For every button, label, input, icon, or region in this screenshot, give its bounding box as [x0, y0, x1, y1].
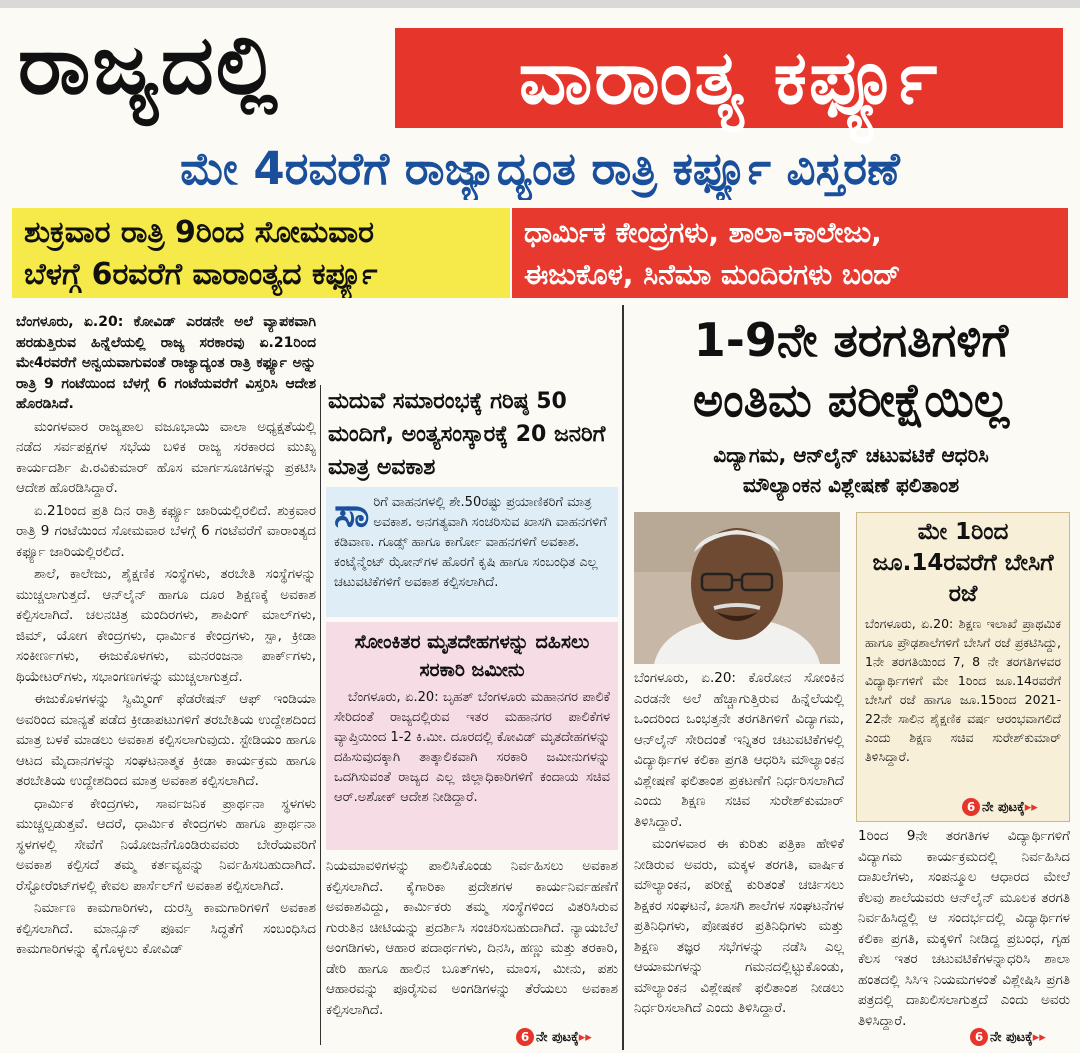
masthead-strip [0, 0, 1080, 8]
column-divider [320, 385, 321, 1045]
lead-paragraph: ಬೆಂಗಳೂರು, ಏ.20: ಕೋವಿಡ್ ಎರಡನೇ ಅಲೆ ವ್ಯಾಪಕವಾಗಿ ಹರಡುತ್ತಿರುವ ಹಿನ್ನೆಲೆಯಲ್ಲಿ ರಾಜ್ಯ ಸರಕಾರವು ಏ.21ರಿಂದ ಮೇ4ರವರೆಗೆ ಅನ್ವಯವಾಗುವಂತೆ ರಾಜ್ಯಾದ್ಯಂತ ರಾತ್ರಿ ಕರ್ಫ್ಯೂ ಅನ್ನು ರಾತ್ರಿ 9 ಗಂಟೆಯಿಂದ ಬೆಳಗ್ಗೆ 6 ಗಂಟೆಯವರೆಗೆ ವಿಸ್ತರಿಸಿ ಆದೇಶ ಹೊರಡಿಸಿದೆ. [16, 314, 316, 412]
headline-part2: ವಾರಾಂತ್ಯ ಕರ್ಫ್ಯೂ [395, 28, 1063, 128]
continued-page-link[interactable] [962, 798, 1038, 816]
paragraph: ಮಂಗಳವಾರ ರಾಜ್ಯಪಾಲ ವಜೂಭಾಯಿ ವಾಲಾ ಅಧ್ಯಕ್ಷತೆಯಲ್ಲಿ ನಡೆದ ಸರ್ವಪಕ್ಷಗಳ ಸಭೆಯ ಬಳಿಕ ರಾಜ್ಯ ಸರಕಾರದ ಮುಖ್ಯ ಕಾರ್ಯದರ್ಶಿ ಪಿ.ರವಿಕುಮಾರ್ ಹೊಸ ಮಾರ್ಗಸೂಚಿಗಳನ್ನು ಪ್ರಕಟಿಸಿ ಆದೇಶ ಹೊರಡಿಸಿದ್ದಾರೆ. [16, 418, 316, 496]
paragraph: ಏ.21ರಿಂದ ಪ್ರತಿ ದಿನ ರಾತ್ರಿ ಕರ್ಫ್ಯೂ ಜಾರಿಯಲ್ಲಿರಲಿದೆ. ಶುಕ್ರವಾರ ರಾತ್ರಿ 9 ಗಂಟೆಯಿಂದ ಸೋಮವಾರ ಬೆಳಗ್ಗೆ 6 ಗಂಟೆವರೆಗೆ ವಾರಾಂತ್ಯದ ಕರ್ಫ್ಯೂ ಜಾರಿಯಲ್ಲಿರಲಿದೆ. [16, 502, 316, 560]
exam-sub-line1: ವಿದ್ಯಾಗಮ, ಆನ್‌ಲೈನ್ ಚಟುವಟಿಕೆ ಆಧರಿಸಿ [713, 443, 989, 467]
paragraph: ನಿರ್ಮಾಣ ಕಾಮಗಾರಿಗಳು, ದುರಸ್ತಿ ಕಾಮಗಾರಿಗಳಿಗೆ ಅವಕಾಶ ಕಲ್ಪಿಸಲಾಗಿದೆ. ಮಾನ್ಸೂನ್ ಪೂರ್ವ ಸಿದ್ಧತೆಗೆ ಸಂಬಂಧಿಸಿದ ಕಾಮಗಾರಿಗಳನ್ನು ಕೈಗೊಳ್ಳಲು ಕೋವಿಡ್ [16, 900, 316, 957]
yellow-highlight-box [12, 208, 510, 298]
paragraph: ಬೆಂಗಳೂರು, ಏ.20: ಕೊರೋನ ಸೋಂಕಿನ ಎರಡನೇ ಅಲೆ ಹೆಚ್ಚಾಗುತ್ತಿರುವ ಹಿನ್ನೆಲೆಯಲ್ಲಿ ಒಂದರಿಂದ ಒಂಭತ್ತನೇ ತರಗತಿಗಳಿಗೆ ವಿದ್ಯಾಗಮ, ಆನ್‌ಲೈನ್ ಸೇರಿದಂತೆ ಇನ್ನಿತರ ಚಟುವಟಿಕೆಗಳಲ್ಲಿ ವಿದ್ಯಾರ್ಥಿಗಳ ಕಲಿಕಾ ಪ್ರಗತಿ ಆಧರಿಸಿ ಮೌಲ್ಯಾಂಕನ ವಿಶ್ಲೇಷಣೆ ಫಲಿತಾಂಶ ಪ್ರಕಟಣೆಗೆ ನಿರ್ಧರಿಸಲಾಗಿದೆ ಎಂದು ಶಿಕ್ಷಣ ಸಚಿವ ಸುರೇಶ್‌ಕುಮಾರ್ ತಿಳಿಸಿದ್ದಾರೆ. [634, 670, 844, 830]
exam-article-column [634, 668, 844, 1048]
cremation-headline: ಸೋಂಕಿತರ ಮೃತದೇಹಗಳನ್ನು ದಹಿಸಲು ಸರಕಾರಿ ಜಮೀನು [354, 631, 590, 681]
yellow-line1: ಶುಕ್ರವಾರ ರಾತ್ರಿ 9ರಿಂದ ಸೋಮವಾರ [24, 215, 374, 250]
article-column-2-continued [326, 856, 618, 1048]
continued-page-link[interactable] [516, 1028, 592, 1046]
exam-subheadline [628, 440, 1074, 500]
paragraph: ಮಂಗಳವಾರ ಈ ಕುರಿತು ಪತ್ರಿಕಾ ಹೇಳಿಕೆ ನೀಡಿರುವ ಅವರು, ಮಕ್ಕಳ ತರಗತಿ, ವಾರ್ಷಿಕ ಮೌಲ್ಯಾಂಕನ, ಪರೀಕ್ಷೆ ಕುರಿತಂತೆ ಚರ್ಚಿಸಲು ಶಿಕ್ಷಕರ ಸಂಘಟನೆ, ಖಾಸಗಿ ಶಾಲೆಗಳ ಸಂಘಟನೆಗಳ ಪ್ರತಿನಿಧಿಗಳು, ಪೋಷಕರ ಪ್ರತಿನಿಧಿಗಳು ಮತ್ತು ಶಿಕ್ಷಣ ತಜ್ಞರ ಸಭೆಗಳನ್ನು ನಡೆಸಿ ಎಲ್ಲ ಆಯಾಮಗಳನ್ನು ಗಮನದಲ್ಲಿಟ್ಟುಕೊಂಡು, ಮೌಲ್ಯಾಂಕನ ವಿಶ್ಲೇಷಣೆ ಫಲಿತಾಂಶ ನೀಡಲು ನಿರ್ಧರಿಸಲಾಗಿದೆ ಎಂದು ತಿಳಿಸಿದ್ದಾರೆ. [634, 836, 844, 1016]
summer-holiday-box [856, 512, 1070, 822]
portrait-illustration [634, 512, 840, 664]
holiday-text: ಬೆಂಗಳೂರು, ಏ.20: ಶಿಕ್ಷಣ ಇಲಾಖೆ ಪ್ರಾಥಮಿಕ ಹಾಗೂ ಪ್ರೌಢಶಾಲೆಗಳಿಗೆ ಬೇಸಿಗೆ ರಜೆ ಪ್ರಕಟಿಸಿದ್ದು, 1ನೇ ತರಗತಿಯಿಂದ 7, 8 ನೇ ತರಗತಿಗಳವರ ವಿದ್ಯಾರ್ಥಿಗಳಿಗೆ ಮೇ 1ರಿಂದ ಜೂ.14ರವರೆಗೆ ಬೇಸಿಗೆ ರಜೆ ಹಾಗೂ ಜೂ.15ರಿಂದ 2021-22ನೇ ಸಾಲಿನ ಶೈಕ್ಷಣಿಕ ವರ್ಷ ಆರಂಭವಾಗಲಿದೆ ಎಂದು ಶಿಕ್ಷಣ ಸಚಿವ ಸುರೇಶ್‌ಕುಮಾರ್ ತಿಳಿಸಿದ್ದಾರೆ. [865, 616, 1061, 764]
double-arrow-icon: ▸▸ [1032, 1030, 1046, 1045]
paragraph: ಶಾಲೆ, ಕಾಲೇಜು, ಶೈಕ್ಷಣಿಕ ಸಂಸ್ಥೆಗಳು, ತರಬೇತಿ ಸಂಸ್ಥೆಗಳನ್ನು ಮುಚ್ಚಲಾಗುತ್ತದೆ. ಆನ್‌ಲೈನ್ ಹಾಗೂ ದೂರ ಶಿಕ್ಷಣಕ್ಕೆ ಅವಕಾಶ ಕಲ್ಪಿಸಲಾಗಿದೆ. ಚಲನಚಿತ್ರ ಮಂದಿರಗಳು, ಶಾಪಿಂಗ್ ಮಾಲ್‌ಗಳು, ಜಿಮ್, ಯೋಗ ಕೇಂದ್ರಗಳು, ಧಾರ್ಮಿಕ ಕೇಂದ್ರಗಳು, ಸ್ಪಾ, ಕ್ರೀಡಾ ಸಂಕೀರ್ಣಗಳು, ಈಜುಕೊಳಗಳು, ಮನರಂಜನಾ ಪಾರ್ಕ್‌ಗಳು, ಥಿಯೇಟರ್‌ಗಳು, ಸಭಾಂಗಣಗಳನ್ನು ಮುಚ್ಚಲಾಗುತ್ತದೆ. [16, 566, 316, 685]
exam-article-continued [858, 826, 1070, 1048]
red-highlight-box [512, 208, 1068, 298]
sub-headline: ಮೇ 4ರವರೆಗೆ ರಾಜ್ಯಾದ್ಯಂತ ರಾತ್ರಿ ಕರ್ಫ್ಯೂ ವಿಸ್ತರಣೆ [180, 142, 900, 195]
page-ref-label: ನೇ ಪುಟಕ್ಕೆ [990, 1030, 1033, 1045]
headline-part1: ರಾಜ್ಯದಲ್ಲಿ [18, 18, 280, 113]
cremation-land-box [326, 622, 618, 850]
section-divider [622, 305, 624, 1050]
paragraph: ನಿಯಮಾವಳಿಗಳನ್ನು ಪಾಲಿಸಿಕೊಂಡು ನಿರ್ವಹಿಸಲು ಅವಕಾಶ ಕಲ್ಪಿಸಲಾಗಿದೆ. ಕೈಗಾರಿಕಾ ಪ್ರದೇಶಗಳ ಕಾರ್ಯನಿರ್ವಹಣೆಗೆ ಅವಕಾಶವಿದ್ದು, ಕಾರ್ಮಿಕರು ತಮ್ಮ ಸಂಸ್ಥೆಗಳಿಂದ ವಿತರಿಸಿರುವ ಗುರುತಿನ ಚೀಟಿಯನ್ನು ಪ್ರದರ್ಶಿಸಿ ಸಂಚರಿಸಬಹುದಾಗಿದೆ. ನ್ಯಾಯಬೆಲೆ ಅಂಗಡಿಗಳು, ಆಹಾರ ಪದಾರ್ಥಗಳು, ದಿನಸಿ, ಹಣ್ಣು ಮತ್ತು ತರಕಾರಿ, ಡೇರಿ ಹಾಗೂ ಹಾಲಿನ ಬೂತ್‌ಗಳು, ಮಾಂಸ, ಮೀನು, ಪಶು ಆಹಾರವನ್ನು ಪೂರೈಸುವ ಅಂಗಡಿಗಳನ್ನು ತೆರೆಯಲು ಅವಕಾಶ ಕಲ್ಪಿಸಲಾಗಿದೆ. [326, 858, 618, 1018]
drop-cap: ಸಾ [334, 490, 370, 536]
paragraph: 1ರಿಂದ 9ನೇ ತರಗತಿಗಳ ವಿದ್ಯಾರ್ಥಿಗಳಿಗೆ ವಿದ್ಯಾಗಮ ಕಾರ್ಯಕ್ರಮದಲ್ಲಿ ನಿರ್ವಹಿಸಿದ ದಾಖಲೆಗಳು, ಸಂಪನ್ಮೂಲ ಆಧಾರದ ಮೇಲೆ ಕೆಲವು ಶಾಲೆಯವರು ಆನ್‌ಲೈನ್ ಮೂಲಕ ತರಗತಿ ನಿರ್ವಹಿಸಿದ್ದಲ್ಲಿ ಆ ಸಂದರ್ಭದಲ್ಲಿ ವಿದ್ಯಾರ್ಥಿಗಳ ಕಲಿಕಾ ಪ್ರಗತಿ, ಮಕ್ಕಳಿಗೆ ನೀಡಿದ್ದ ಪ್ರಬಂಧ, ಗೃಹ ಕೆಲಸ ಇತರ ಚಟುವಟಿಕೆಗಳನ್ನಾಧರಿಸಿ ಶಾಲಾ ಹಂತದಲ್ಲಿ ಸಿಸಿಇ ನಿಯಮಗಳಂತೆ ವಿಶ್ಲೇಷಿಸಿ ಪ್ರಗತಿ ಪತ್ರದಲ್ಲಿ ದಾಖಲಿಸಲಾಗುತ್ತದೆ ಎಂದು ಅವರು ತಿಳಿಸಿದ್ದಾರೆ. [858, 828, 1070, 1029]
continued-page-link[interactable] [970, 1028, 1046, 1046]
minister-photo [634, 512, 840, 664]
page-number-badge: 6 [962, 798, 980, 816]
holiday-headline: ಮೇ 1ರಿಂದ ಜೂ.14ರವರೆಗೆ ಬೇಸಿಗೆ ರಜೆ [872, 519, 1054, 607]
exam-headline-line2: ಅಂತಿಮ ಪರೀಕ್ಷೆಯಿಲ್ಲ [692, 373, 1010, 427]
page-ref-label: ನೇ ಪುಟಕ್ಕೆ [982, 800, 1025, 815]
exam-headline [628, 310, 1074, 430]
paragraph: ಈಜುಕೊಳಗಳನ್ನು ಸ್ವಿಮ್ಮಿಂಗ್ ಫೆಡರೇಷನ್ ಆಫ್ ಇಂಡಿಯಾ ಅವರಿಂದ ಮಾನ್ಯತೆ ಪಡೆದ ಕ್ರೀಡಾಪಟುಗಳಿಗೆ ತರಬೇತಿಯ ಉದ್ದೇಶದಿಂದ ಮಾತ್ರ ಬಳಕೆ ಮಾಡಲು ಅವಕಾಶ ಕಲ್ಪಿಸಲಾಗುವುದು. ಸ್ಟೇಡಿಯಂ ಹಾಗೂ ಆಟದ ಮೈದಾನಗಳನ್ನು ಸಂಘಟನಾತ್ಮಕ ಕ್ರೀಡಾ ಕಾರ್ಯಕ್ರಮ ಹಾಗೂ ತರಬೇತಿಯ ಉದ್ದೇಶದಿಂದ ಮಾತ್ರ ಅವಕಾಶ ಕಲ್ಪಿಸಲಾಗಿದೆ. [16, 691, 316, 789]
paragraph: ಧಾರ್ಮಿಕ ಕೇಂದ್ರಗಳು, ಸಾರ್ವಜನಿಕ ಪ್ರಾರ್ಥನಾ ಸ್ಥಳಗಳು ಮುಚ್ಚಲ್ಪಡುತ್ತವೆ. ಆದರೆ, ಧಾರ್ಮಿಕ ಕೇಂದ್ರಗಳು ಹಾಗೂ ಪ್ರಾರ್ಥನಾ ಸ್ಥಳಗಳಲ್ಲಿ ಸೇವೆಗೆ ನಿಯೋಜನೆಗೊಂಡಿರುವವರು ಬೇರೆಯವರಿಗೆ ಅವಕಾಶ ಕಲ್ಪಿಸದೆ ತಮ್ಮ ಕರ್ತವ್ಯವನ್ನು ನಿರ್ವಹಿಸಬಹುದಾಗಿದೆ. ರೆಸ್ಟೋರೆಂಟ್‌ಗಳಲ್ಲಿ ಕೇವಲ ಪಾರ್ಸೆಲ್‌ಗೆ ಅವಕಾಶ ಕಲ್ಪಿಸಲಾಗಿದೆ. [16, 795, 316, 894]
page-number-badge: 6 [970, 1028, 988, 1046]
transport-box [326, 487, 618, 617]
page-ref-label: ನೇ ಪುಟಕ್ಕೆ [536, 1030, 579, 1045]
page-number-badge: 6 [516, 1028, 534, 1046]
cremation-text: ಬೆಂಗಳೂರು, ಏ.20: ಬೃಹತ್ ಬೆಂಗಳೂರು ಮಹಾನಗರ ಪಾಲಿಕೆ ಸೇರಿದಂತೆ ರಾಜ್ಯದಲ್ಲಿರುವ ಇತರ ಮಹಾನಗರ ಪಾಲಿಕೆಗಳ ವ್ಯಾಪ್ತಿಯಿಂದ 1-2 ಕಿ.ಮೀ. ದೂರದಲ್ಲಿ ಕೋವಿಡ್ ಮೃತದೇಹಗಳನ್ನು ದಹಿಸುವುದಕ್ಕಾಗಿ ತಾತ್ಕಾಲಿಕವಾಗಿ ಸರಕಾರಿ ಜಮೀನುಗಳನ್ನು ಒದಗಿಸುವಂತೆ ರಾಜ್ಯದ ಎಲ್ಲ ಜಿಲ್ಲಾಧಿಕಾರಿಗಳಿಗೆ ಕಂದಾಯ ಸಚಿವ ಆರ್.ಅಶೋಕ್ ಆದೇಶ ನೀಡಿದ್ದಾರೆ. [334, 690, 610, 805]
double-arrow-icon: ▸▸ [1024, 800, 1038, 815]
exam-sub-line2: ಮೌಲ್ಯಾಂಕನ ವಿಶ್ಲೇಷಣೆ ಫಲಿತಾಂಶ [742, 473, 960, 497]
transport-text: ರಿಗೆ ವಾಹನಗಳಲ್ಲಿ ಶೇ.50ರಷ್ಟು ಪ್ರಯಾಣಿಕರಿಗೆ ಮಾತ್ರ ಅವಕಾಶ. ಅನಗತ್ಯವಾಗಿ ಸಂಚರಿಸುವ ಖಾಸಗಿ ವಾಹನಗಳಿಗೆ ಕಡಿವಾಣ. ಗೂಡ್ಸ್ ಹಾಗೂ ಕಾರ್ಗೋ ವಾಹನಗಳಿಗೆ ಅವಕಾಶ. ಕಂಟೈನ್ಮೆಂಟ್ ಝೋನ್‌ಗಳ ಹೊರಗೆ ಕೃಷಿ ಹಾಗೂ ಸಂಬಂಧಿತ ಎಲ್ಲ ಚಟುವಟಿಕೆಗಳಿಗೆ ಅವಕಾಶ ಕಲ್ಪಿಸಲಾಗಿದೆ. [334, 495, 607, 590]
double-arrow-icon: ▸▸ [578, 1030, 592, 1045]
article-column-1 [16, 312, 316, 1048]
red-line1: ಧಾರ್ಮಿಕ ಕೇಂದ್ರಗಳು, ಶಾಲಾ-ಕಾಲೇಜು, [524, 216, 882, 249]
red-line2: ಈಜುಕೊಳ, ಸಿನೆಮಾ ಮಂದಿರಗಳು ಬಂದ್ [524, 258, 901, 291]
yellow-line2: ಬೆಳಗ್ಗೆ 6ರವರೆಗೆ ವಾರಾಂತ್ಯದ ಕರ್ಫ್ಯೂ [24, 257, 378, 292]
wedding-limit-headline: ಮದುವೆ ಸಮಾರಂಭಕ್ಕೆ ಗರಿಷ್ಠ 50 ಮಂದಿಗೆ, ಅಂತ್ಯಸಂಸ್ಕಾರಕ್ಕೆ 20 ಜನರಿಗೆ ಮಾತ್ರ ಅವಕಾಶ [328, 389, 606, 480]
exam-headline-line1: 1-9ನೇ ತರಗತಿಗಳಿಗೆ [693, 313, 1009, 367]
